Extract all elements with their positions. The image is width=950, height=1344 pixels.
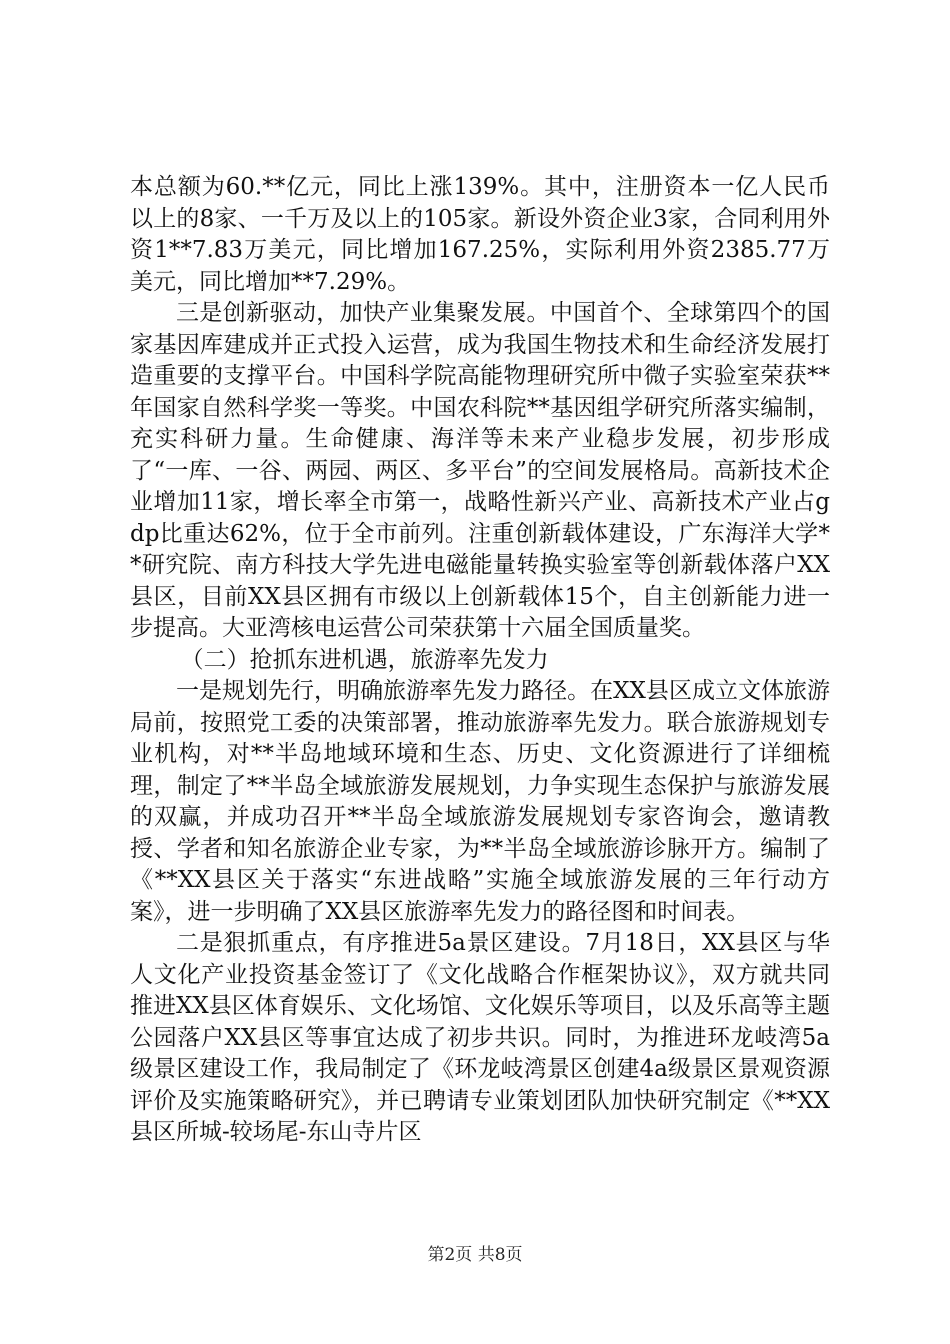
document-body bbox=[130, 172, 830, 1149]
paragraph-investment-continuation: 本总额为60.**亿元，同比上涨139%。其中，注册资本一亿人民币以上的8家、一千万及以上的105家。新设外资企业3家，合同利用外资1**7.83万美元，同比增加167.25%，实际利用外资2385.77万美元，同比增加**7.29%。 bbox=[130, 174, 830, 295]
paragraph-planning-first: 一是规划先行，明确旅游率先发力路径。在XX县区成立文体旅游局前，按照党工委的决策部署，推动旅游率先发力。联合旅游规划专业机构，对**半岛地域环境和生态、历史、文化资源进行了详细梳理，制定了**半岛全域旅游发展规划，力争实现生态保护与旅游发展的双赢，并成功召开**半岛全域旅游发展规划专家咨询会，邀请教授、学者和知名旅游企业专家，为**半岛全域旅游诊脉开方。编制了《**XX县区关于落实“东进战略”实施全域旅游发展的三年行动方案》，进一步明确了XX县区旅游率先发力的路径图和时间表。 bbox=[130, 678, 830, 925]
page-footer: 第2页 共8页 bbox=[427, 1245, 523, 1265]
paragraph-innovation-driven: 三是创新驱动，加快产业集聚发展。中国首个、全球第四个的国家基因库建成并正式投入运营，成为我国生物技术和生命经济发展打造重要的支撑平台。中国科学院高能物理研究所中微子实验室荣获**年国家自然科学奖一等奖。中国农科院**基因组学研究所落实编制，充实科研力量。生命健康、海洋等未来产业稳步发展，初步形成了“一库、一谷、两园、两区、多平台”的空间发展格局。高新技术企业增加11家，增长率全市第一，战略性新兴产业、高新技术产业占gdp比重达62%，位于全市前列。注重创新载体建设，广东海洋大学**研究院、南方科技大学先进电磁能量转换实验室等创新载体落户XX县区，目前XX县区拥有市级以上创新载体15个，自主创新能力进一步提高。大亚湾核电运营公司荣获第十六届全国质量奖。 bbox=[130, 300, 830, 641]
paragraph-5a-scenic-area: 二是狠抓重点，有序推进5a景区建设。7月18日，XX县区与华人文化产业投资基金签订了《文化战略合作框架协议》，双方就共同推进XX县区体育娱乐、文化场馆、文化娱乐等项目，以及乐高等主题公园落户XX县区等事宜达成了初步共识。同时，为推进环龙岐湾5a级景区建设工作，我局制定了《环龙岐湾景区创建4a级景区景观资源评价及实施策略研究》，并已聘请专业策划团队加快研究制定《**XX县区所城-较场尾-东山寺片区 bbox=[130, 930, 830, 1145]
section-heading-tourism: （二）抢抓东进机遇，旅游率先发力 bbox=[180, 646, 549, 673]
